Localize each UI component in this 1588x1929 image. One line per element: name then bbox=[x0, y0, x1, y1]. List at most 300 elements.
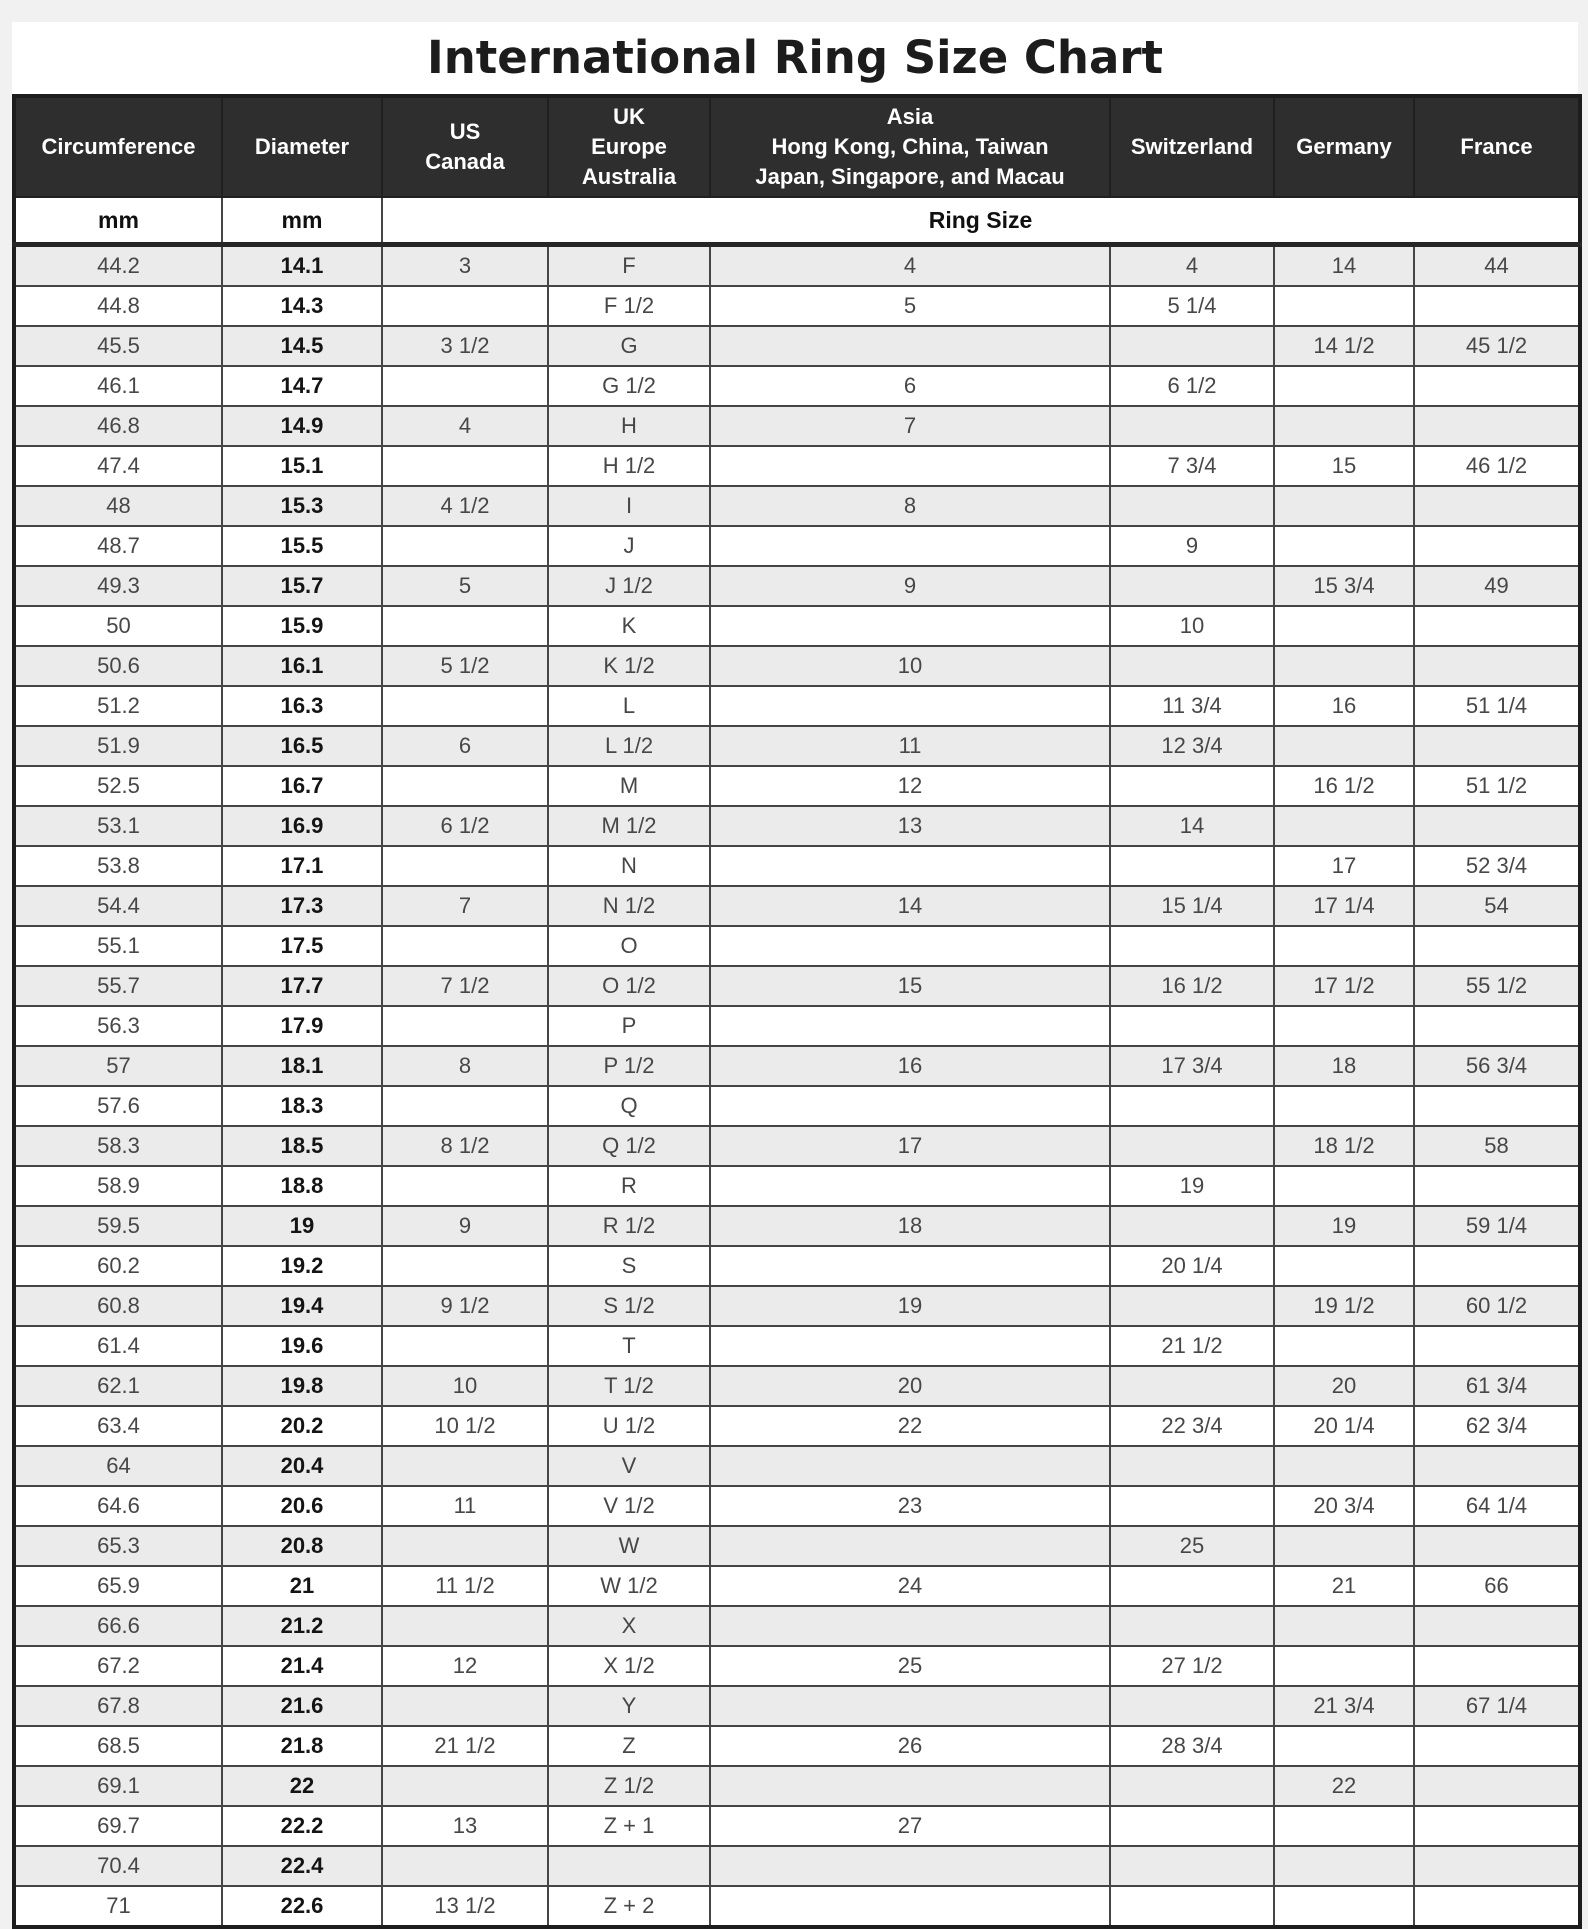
cell-switzerland: 27 1/2 bbox=[1110, 1646, 1274, 1686]
cell-us-canada bbox=[382, 686, 548, 726]
cell-circumference: 69.7 bbox=[14, 1806, 222, 1846]
cell-uk-europe-australia: X 1/2 bbox=[548, 1646, 710, 1686]
cell-circumference: 61.4 bbox=[14, 1326, 222, 1366]
cell-asia bbox=[710, 1526, 1110, 1566]
cell-uk-europe-australia: P 1/2 bbox=[548, 1046, 710, 1086]
cell-switzerland: 19 bbox=[1110, 1166, 1274, 1206]
cell-germany bbox=[1274, 1646, 1414, 1686]
cell-circumference: 55.7 bbox=[14, 966, 222, 1006]
cell-germany bbox=[1274, 486, 1414, 526]
cell-germany bbox=[1274, 1526, 1414, 1566]
cell-us-canada bbox=[382, 1526, 548, 1566]
cell-diameter: 19.4 bbox=[222, 1286, 382, 1326]
cell-france bbox=[1414, 1446, 1580, 1486]
cell-diameter: 22.4 bbox=[222, 1846, 382, 1886]
cell-france bbox=[1414, 1886, 1580, 1927]
table-row bbox=[14, 1046, 1580, 1086]
table-row bbox=[14, 726, 1580, 766]
cell-diameter: 15.5 bbox=[222, 526, 382, 566]
cell-asia: 17 bbox=[710, 1126, 1110, 1166]
cell-diameter: 17.9 bbox=[222, 1006, 382, 1046]
cell-us-canada bbox=[382, 366, 548, 406]
cell-diameter: 18.1 bbox=[222, 1046, 382, 1086]
cell-switzerland: 14 bbox=[1110, 806, 1274, 846]
cell-circumference: 54.4 bbox=[14, 886, 222, 926]
table-row bbox=[14, 1806, 1580, 1846]
cell-uk-europe-australia: K bbox=[548, 606, 710, 646]
ring-size-label: Ring Size bbox=[382, 197, 1580, 245]
cell-circumference: 50 bbox=[14, 606, 222, 646]
cell-switzerland: 5 1/4 bbox=[1110, 286, 1274, 326]
cell-circumference: 44.8 bbox=[14, 286, 222, 326]
cell-us-canada: 4 1/2 bbox=[382, 486, 548, 526]
cell-circumference: 67.2 bbox=[14, 1646, 222, 1686]
cell-circumference: 46.8 bbox=[14, 406, 222, 446]
table-row bbox=[14, 1486, 1580, 1526]
cell-diameter: 21.4 bbox=[222, 1646, 382, 1686]
cell-france bbox=[1414, 286, 1580, 326]
cell-circumference: 60.8 bbox=[14, 1286, 222, 1326]
cell-circumference: 65.9 bbox=[14, 1566, 222, 1606]
cell-switzerland: 7 3/4 bbox=[1110, 446, 1274, 486]
cell-france bbox=[1414, 1326, 1580, 1366]
cell-circumference: 49.3 bbox=[14, 566, 222, 606]
table-row bbox=[14, 1526, 1580, 1566]
table-row bbox=[14, 1566, 1580, 1606]
cell-switzerland: 11 3/4 bbox=[1110, 686, 1274, 726]
cell-asia bbox=[710, 1326, 1110, 1366]
table-row bbox=[14, 686, 1580, 726]
cell-france: 54 bbox=[1414, 886, 1580, 926]
cell-uk-europe-australia: Z + 2 bbox=[548, 1886, 710, 1927]
cell-germany bbox=[1274, 1886, 1414, 1927]
cell-uk-europe-australia: Q bbox=[548, 1086, 710, 1126]
cell-uk-europe-australia: Y bbox=[548, 1686, 710, 1726]
table-row bbox=[14, 1406, 1580, 1446]
cell-uk-europe-australia: Z + 1 bbox=[548, 1806, 710, 1846]
cell-uk-europe-australia: R 1/2 bbox=[548, 1206, 710, 1246]
cell-uk-europe-australia: O bbox=[548, 926, 710, 966]
cell-germany: 20 3/4 bbox=[1274, 1486, 1414, 1526]
cell-france: 49 bbox=[1414, 566, 1580, 606]
cell-germany bbox=[1274, 646, 1414, 686]
cell-france bbox=[1414, 1006, 1580, 1046]
cell-switzerland: 15 1/4 bbox=[1110, 886, 1274, 926]
cell-diameter: 21.8 bbox=[222, 1726, 382, 1766]
cell-france: 52 3/4 bbox=[1414, 846, 1580, 886]
cell-asia: 16 bbox=[710, 1046, 1110, 1086]
cell-circumference: 45.5 bbox=[14, 326, 222, 366]
cell-diameter: 22 bbox=[222, 1766, 382, 1806]
table-row bbox=[14, 446, 1580, 486]
cell-germany: 15 3/4 bbox=[1274, 566, 1414, 606]
cell-switzerland bbox=[1110, 1126, 1274, 1166]
cell-switzerland bbox=[1110, 486, 1274, 526]
cell-diameter: 15.3 bbox=[222, 486, 382, 526]
cell-circumference: 60.2 bbox=[14, 1246, 222, 1286]
cell-uk-europe-australia: F bbox=[548, 245, 710, 287]
cell-france: 67 1/4 bbox=[1414, 1686, 1580, 1726]
cell-switzerland bbox=[1110, 1566, 1274, 1606]
cell-asia: 11 bbox=[710, 726, 1110, 766]
cell-switzerland bbox=[1110, 1286, 1274, 1326]
sheet bbox=[12, 22, 1578, 1929]
cell-us-canada bbox=[382, 1766, 548, 1806]
cell-uk-europe-australia: V bbox=[548, 1446, 710, 1486]
cell-circumference: 48.7 bbox=[14, 526, 222, 566]
cell-asia bbox=[710, 446, 1110, 486]
table-row bbox=[14, 1286, 1580, 1326]
table-row bbox=[14, 1166, 1580, 1206]
table-row bbox=[14, 486, 1580, 526]
cell-germany: 18 1/2 bbox=[1274, 1126, 1414, 1166]
cell-us-canada: 7 bbox=[382, 886, 548, 926]
cell-us-canada bbox=[382, 606, 548, 646]
table-row bbox=[14, 1846, 1580, 1886]
cell-circumference: 69.1 bbox=[14, 1766, 222, 1806]
cell-germany: 14 bbox=[1274, 245, 1414, 287]
table-row bbox=[14, 406, 1580, 446]
cell-circumference: 53.8 bbox=[14, 846, 222, 886]
cell-france bbox=[1414, 726, 1580, 766]
cell-france: 62 3/4 bbox=[1414, 1406, 1580, 1446]
cell-us-canada: 11 1/2 bbox=[382, 1566, 548, 1606]
cell-asia: 24 bbox=[710, 1566, 1110, 1606]
cell-france: 59 1/4 bbox=[1414, 1206, 1580, 1246]
cell-asia: 26 bbox=[710, 1726, 1110, 1766]
cell-asia: 6 bbox=[710, 366, 1110, 406]
cell-us-canada bbox=[382, 446, 548, 486]
cell-uk-europe-australia: H 1/2 bbox=[548, 446, 710, 486]
cell-france: 58 bbox=[1414, 1126, 1580, 1166]
cell-france: 61 3/4 bbox=[1414, 1366, 1580, 1406]
cell-switzerland: 4 bbox=[1110, 245, 1274, 287]
table-row bbox=[14, 806, 1580, 846]
cell-circumference: 46.1 bbox=[14, 366, 222, 406]
column-header-uk-europe-australia: UK Europe Australia bbox=[548, 96, 710, 197]
cell-germany bbox=[1274, 1846, 1414, 1886]
table-row bbox=[14, 1766, 1580, 1806]
cell-circumference: 71 bbox=[14, 1886, 222, 1927]
cell-diameter: 15.1 bbox=[222, 446, 382, 486]
cell-diameter: 16.1 bbox=[222, 646, 382, 686]
cell-germany: 16 bbox=[1274, 686, 1414, 726]
cell-diameter: 15.7 bbox=[222, 566, 382, 606]
cell-asia: 18 bbox=[710, 1206, 1110, 1246]
cell-us-canada: 4 bbox=[382, 406, 548, 446]
cell-diameter: 17.7 bbox=[222, 966, 382, 1006]
cell-uk-europe-australia: M 1/2 bbox=[548, 806, 710, 846]
cell-circumference: 67.8 bbox=[14, 1686, 222, 1726]
cell-germany: 15 bbox=[1274, 446, 1414, 486]
cell-france: 60 1/2 bbox=[1414, 1286, 1580, 1326]
cell-switzerland bbox=[1110, 1846, 1274, 1886]
cell-switzerland: 20 1/4 bbox=[1110, 1246, 1274, 1286]
cell-circumference: 62.1 bbox=[14, 1366, 222, 1406]
cell-asia: 12 bbox=[710, 766, 1110, 806]
cell-circumference: 63.4 bbox=[14, 1406, 222, 1446]
cell-switzerland bbox=[1110, 1886, 1274, 1927]
cell-germany: 17 1/4 bbox=[1274, 886, 1414, 926]
cell-germany: 18 bbox=[1274, 1046, 1414, 1086]
table-row bbox=[14, 1086, 1580, 1126]
cell-france bbox=[1414, 646, 1580, 686]
cell-switzerland: 17 3/4 bbox=[1110, 1046, 1274, 1086]
cell-france bbox=[1414, 1806, 1580, 1846]
cell-germany bbox=[1274, 1006, 1414, 1046]
cell-asia bbox=[710, 1246, 1110, 1286]
column-header-asia: Asia Hong Kong, China, Taiwan Japan, Singapore, and Macau bbox=[710, 96, 1110, 197]
cell-switzerland bbox=[1110, 1766, 1274, 1806]
cell-asia: 20 bbox=[710, 1366, 1110, 1406]
cell-circumference: 57.6 bbox=[14, 1086, 222, 1126]
cell-germany: 17 1/2 bbox=[1274, 966, 1414, 1006]
cell-us-canada: 6 bbox=[382, 726, 548, 766]
table-row bbox=[14, 1126, 1580, 1166]
cell-uk-europe-australia: R bbox=[548, 1166, 710, 1206]
cell-germany bbox=[1274, 1166, 1414, 1206]
cell-uk-europe-australia: N bbox=[548, 846, 710, 886]
cell-diameter: 18.8 bbox=[222, 1166, 382, 1206]
cell-germany: 20 1/4 bbox=[1274, 1406, 1414, 1446]
cell-france: 55 1/2 bbox=[1414, 966, 1580, 1006]
cell-us-canada bbox=[382, 926, 548, 966]
cell-diameter: 15.9 bbox=[222, 606, 382, 646]
cell-switzerland bbox=[1110, 1686, 1274, 1726]
cell-germany bbox=[1274, 1726, 1414, 1766]
cell-us-canada bbox=[382, 526, 548, 566]
table-row bbox=[14, 886, 1580, 926]
cell-germany bbox=[1274, 806, 1414, 846]
cell-switzerland bbox=[1110, 1806, 1274, 1846]
cell-circumference: 68.5 bbox=[14, 1726, 222, 1766]
cell-us-canada: 5 bbox=[382, 566, 548, 606]
cell-france: 51 1/4 bbox=[1414, 686, 1580, 726]
cell-diameter: 17.5 bbox=[222, 926, 382, 966]
cell-uk-europe-australia: K 1/2 bbox=[548, 646, 710, 686]
cell-uk-europe-australia: U 1/2 bbox=[548, 1406, 710, 1446]
cell-diameter: 19.6 bbox=[222, 1326, 382, 1366]
cell-asia bbox=[710, 1166, 1110, 1206]
cell-us-canada bbox=[382, 1686, 548, 1726]
table-row bbox=[14, 1446, 1580, 1486]
cell-germany: 14 1/2 bbox=[1274, 326, 1414, 366]
cell-germany: 19 1/2 bbox=[1274, 1286, 1414, 1326]
cell-germany: 19 bbox=[1274, 1206, 1414, 1246]
cell-switzerland bbox=[1110, 1446, 1274, 1486]
cell-uk-europe-australia: O 1/2 bbox=[548, 966, 710, 1006]
cell-diameter: 22.6 bbox=[222, 1886, 382, 1927]
cell-circumference: 58.9 bbox=[14, 1166, 222, 1206]
cell-circumference: 52.5 bbox=[14, 766, 222, 806]
cell-us-canada: 8 bbox=[382, 1046, 548, 1086]
cell-uk-europe-australia: I bbox=[548, 486, 710, 526]
cell-uk-europe-australia: S 1/2 bbox=[548, 1286, 710, 1326]
cell-asia: 27 bbox=[710, 1806, 1110, 1846]
cell-diameter: 21.2 bbox=[222, 1606, 382, 1646]
cell-circumference: 57 bbox=[14, 1046, 222, 1086]
cell-switzerland bbox=[1110, 1086, 1274, 1126]
cell-us-canada: 13 bbox=[382, 1806, 548, 1846]
cell-germany bbox=[1274, 366, 1414, 406]
cell-us-canada bbox=[382, 766, 548, 806]
cell-us-canada bbox=[382, 1006, 548, 1046]
cell-asia bbox=[710, 1766, 1110, 1806]
cell-uk-europe-australia: L 1/2 bbox=[548, 726, 710, 766]
cell-diameter: 18.3 bbox=[222, 1086, 382, 1126]
table-row bbox=[14, 1646, 1580, 1686]
cell-us-canada: 9 1/2 bbox=[382, 1286, 548, 1326]
cell-diameter: 14.9 bbox=[222, 406, 382, 446]
cell-circumference: 64.6 bbox=[14, 1486, 222, 1526]
table-row bbox=[14, 526, 1580, 566]
cell-switzerland: 9 bbox=[1110, 526, 1274, 566]
cell-diameter: 22.2 bbox=[222, 1806, 382, 1846]
cell-uk-europe-australia: S bbox=[548, 1246, 710, 1286]
cell-us-canada bbox=[382, 1446, 548, 1486]
cell-france: 51 1/2 bbox=[1414, 766, 1580, 806]
cell-asia bbox=[710, 1686, 1110, 1726]
cell-asia bbox=[710, 1886, 1110, 1927]
header-row bbox=[14, 96, 1580, 197]
cell-circumference: 55.1 bbox=[14, 926, 222, 966]
cell-asia: 9 bbox=[710, 566, 1110, 606]
cell-switzerland bbox=[1110, 406, 1274, 446]
cell-germany bbox=[1274, 926, 1414, 966]
cell-uk-europe-australia: H bbox=[548, 406, 710, 446]
cell-france bbox=[1414, 1166, 1580, 1206]
cell-uk-europe-australia: W 1/2 bbox=[548, 1566, 710, 1606]
cell-germany bbox=[1274, 406, 1414, 446]
cell-germany bbox=[1274, 526, 1414, 566]
table-row bbox=[14, 1366, 1580, 1406]
cell-asia: 4 bbox=[710, 245, 1110, 287]
cell-asia bbox=[710, 1446, 1110, 1486]
cell-us-canada: 21 1/2 bbox=[382, 1726, 548, 1766]
cell-uk-europe-australia: J bbox=[548, 526, 710, 566]
cell-france bbox=[1414, 806, 1580, 846]
cell-diameter: 16.7 bbox=[222, 766, 382, 806]
cell-uk-europe-australia: G bbox=[548, 326, 710, 366]
table-row bbox=[14, 566, 1580, 606]
table-row bbox=[14, 1606, 1580, 1646]
cell-germany bbox=[1274, 1446, 1414, 1486]
cell-us-canada bbox=[382, 1086, 548, 1126]
table-row bbox=[14, 766, 1580, 806]
cell-asia: 7 bbox=[710, 406, 1110, 446]
cell-switzerland bbox=[1110, 1486, 1274, 1526]
unit-cell-diameter: mm bbox=[222, 197, 382, 245]
cell-switzerland: 16 1/2 bbox=[1110, 966, 1274, 1006]
cell-uk-europe-australia: Z bbox=[548, 1726, 710, 1766]
cell-asia: 15 bbox=[710, 966, 1110, 1006]
cell-uk-europe-australia: T bbox=[548, 1326, 710, 1366]
cell-france bbox=[1414, 1646, 1580, 1686]
cell-france: 46 1/2 bbox=[1414, 446, 1580, 486]
table-row bbox=[14, 926, 1580, 966]
cell-asia bbox=[710, 926, 1110, 966]
cell-us-canada: 3 bbox=[382, 245, 548, 287]
cell-us-canada bbox=[382, 1246, 548, 1286]
cell-switzerland bbox=[1110, 1206, 1274, 1246]
cell-diameter: 14.7 bbox=[222, 366, 382, 406]
cell-switzerland: 6 1/2 bbox=[1110, 366, 1274, 406]
cell-diameter: 17.1 bbox=[222, 846, 382, 886]
cell-diameter: 16.9 bbox=[222, 806, 382, 846]
cell-uk-europe-australia: V 1/2 bbox=[548, 1486, 710, 1526]
cell-us-canada bbox=[382, 1846, 548, 1886]
cell-switzerland bbox=[1110, 766, 1274, 806]
cell-circumference: 70.4 bbox=[14, 1846, 222, 1886]
cell-germany: 21 3/4 bbox=[1274, 1686, 1414, 1726]
cell-asia: 14 bbox=[710, 886, 1110, 926]
cell-germany bbox=[1274, 726, 1414, 766]
cell-us-canada bbox=[382, 1166, 548, 1206]
cell-asia: 22 bbox=[710, 1406, 1110, 1446]
cell-switzerland: 28 3/4 bbox=[1110, 1726, 1274, 1766]
cell-switzerland bbox=[1110, 566, 1274, 606]
cell-diameter: 16.3 bbox=[222, 686, 382, 726]
cell-circumference: 48 bbox=[14, 486, 222, 526]
cell-germany bbox=[1274, 1606, 1414, 1646]
table-row bbox=[14, 846, 1580, 886]
cell-us-canada: 6 1/2 bbox=[382, 806, 548, 846]
cell-germany: 21 bbox=[1274, 1566, 1414, 1606]
cell-circumference: 59.5 bbox=[14, 1206, 222, 1246]
table-row bbox=[14, 245, 1580, 287]
cell-switzerland bbox=[1110, 1606, 1274, 1646]
cell-france bbox=[1414, 1246, 1580, 1286]
cell-asia bbox=[710, 1606, 1110, 1646]
cell-uk-europe-australia: Q 1/2 bbox=[548, 1126, 710, 1166]
cell-germany bbox=[1274, 286, 1414, 326]
table-row bbox=[14, 646, 1580, 686]
cell-us-canada: 12 bbox=[382, 1646, 548, 1686]
cell-asia bbox=[710, 606, 1110, 646]
cell-us-canada: 3 1/2 bbox=[382, 326, 548, 366]
cell-asia bbox=[710, 846, 1110, 886]
cell-us-canada: 8 1/2 bbox=[382, 1126, 548, 1166]
table-row bbox=[14, 1886, 1580, 1927]
cell-france: 44 bbox=[1414, 245, 1580, 287]
cell-france bbox=[1414, 406, 1580, 446]
cell-germany bbox=[1274, 1806, 1414, 1846]
table-row bbox=[14, 1006, 1580, 1046]
cell-diameter: 20.4 bbox=[222, 1446, 382, 1486]
table-row bbox=[14, 966, 1580, 1006]
cell-us-canada bbox=[382, 846, 548, 886]
cell-switzerland bbox=[1110, 1366, 1274, 1406]
ring-size-table bbox=[12, 94, 1582, 1929]
cell-switzerland: 12 3/4 bbox=[1110, 726, 1274, 766]
cell-asia bbox=[710, 1086, 1110, 1126]
cell-france bbox=[1414, 1606, 1580, 1646]
units-row bbox=[14, 197, 1580, 245]
cell-asia bbox=[710, 326, 1110, 366]
cell-diameter: 19 bbox=[222, 1206, 382, 1246]
cell-circumference: 65.3 bbox=[14, 1526, 222, 1566]
cell-us-canada: 10 bbox=[382, 1366, 548, 1406]
cell-circumference: 50.6 bbox=[14, 646, 222, 686]
cell-us-canada bbox=[382, 286, 548, 326]
cell-uk-europe-australia: Z 1/2 bbox=[548, 1766, 710, 1806]
cell-circumference: 56.3 bbox=[14, 1006, 222, 1046]
cell-asia: 23 bbox=[710, 1486, 1110, 1526]
cell-france bbox=[1414, 366, 1580, 406]
cell-france bbox=[1414, 526, 1580, 566]
cell-diameter: 21.6 bbox=[222, 1686, 382, 1726]
cell-france bbox=[1414, 1086, 1580, 1126]
